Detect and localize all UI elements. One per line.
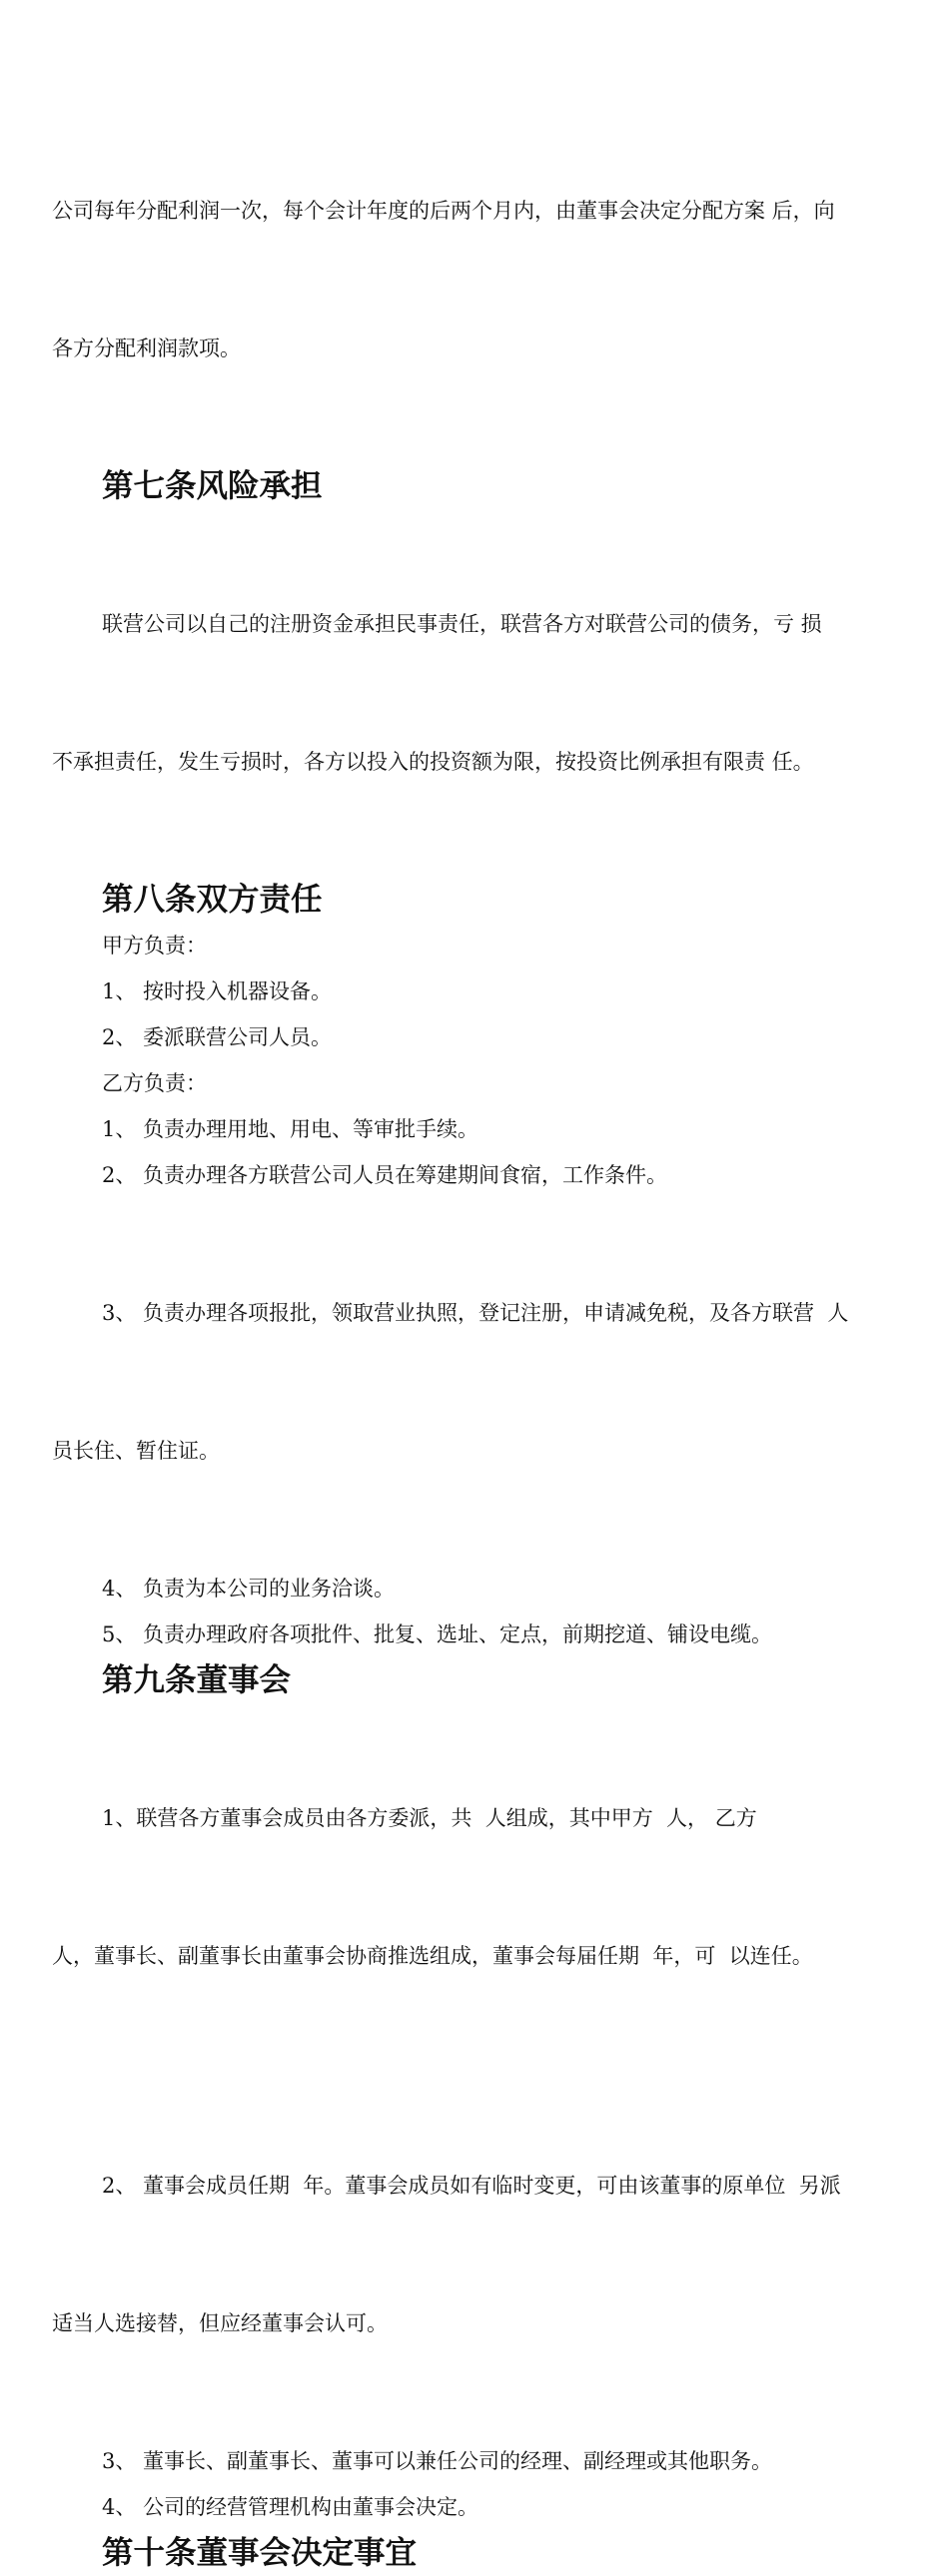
party-a-item-2: 2、 委派联营公司人员。	[102, 1025, 333, 1049]
text-line: 人，董事长、副董事长由董事会协商推选组成，董事会每届任期 年，可 以连任。	[52, 1944, 813, 1968]
article-9-item-2	[52, 2071, 897, 2438]
article-10-heading: 第十条董事会决定事宜	[102, 2535, 418, 2571]
text-line: 各方分配利润款项。	[52, 336, 241, 360]
article-9-item-4: 4、 公司的经营管理机构由董事会决定。	[102, 2495, 479, 2519]
party-b-item-4: 4、 负责为本公司的业务洽谈。	[102, 1577, 396, 1601]
article-9-item-3: 3、 董事长、副董事长、董事可以兼任公司的经理、副经理或其他职务。	[102, 2449, 773, 2473]
party-b-label: 乙方负责：	[102, 1071, 207, 1095]
article-9-item-1	[52, 1703, 897, 2071]
party-a-item-1: 1、 按时投入机器设备。	[102, 979, 333, 1003]
text-line: 员长住、暂住证。	[52, 1439, 220, 1463]
article-8-heading: 第八条双方责任	[102, 882, 323, 918]
party-b-item-5: 5、 负责办理政府各项批件、批复、选址、定点，前期挖道、铺设电缆。	[102, 1622, 773, 1646]
party-b-item-3	[52, 1198, 897, 1566]
text-line: 适当人选接替，但应经董事会认可。	[52, 2311, 388, 2335]
text-line: 联营公司以自己的注册资金承担民事责任，联营各方对联营公司的债务，亏 损	[102, 612, 822, 636]
party-b-item-1: 1、 负责办理用地、用电、等审批手续。	[102, 1117, 479, 1141]
text-line: 公司每年分配利润一次，每个会计年度的后两个月内，由董事会决定分配方案 后，向	[52, 199, 835, 223]
article-7-paragraph	[52, 509, 897, 877]
party-a-label: 甲方负责：	[102, 934, 207, 958]
text-line: 1、联营各方董事会成员由各方委派，共 人组成，其中甲方 人， 乙方	[102, 1806, 757, 1830]
article-7-heading: 第七条风险承担	[102, 468, 323, 504]
party-b-item-2: 2、 负责办理各方联营公司人员在筹建期间食宿，工作条件。	[102, 1163, 668, 1187]
text-line: 3、 负责办理各项报批，领取营业执照，登记注册，申请减免税，及各方联营 人	[102, 1301, 849, 1325]
text-line: 不承担责任，发生亏损时，各方以投入的投资额为限，按投资比例承担有限责 任。	[52, 750, 814, 774]
intro-paragraph	[52, 96, 897, 463]
document-page	[52, 96, 897, 2576]
text-line: 2、 董事会成员任期 年。董事会成员如有临时变更，可由该董事的原单位 另派	[102, 2174, 841, 2198]
article-9-heading: 第九条董事会	[102, 1662, 292, 1698]
